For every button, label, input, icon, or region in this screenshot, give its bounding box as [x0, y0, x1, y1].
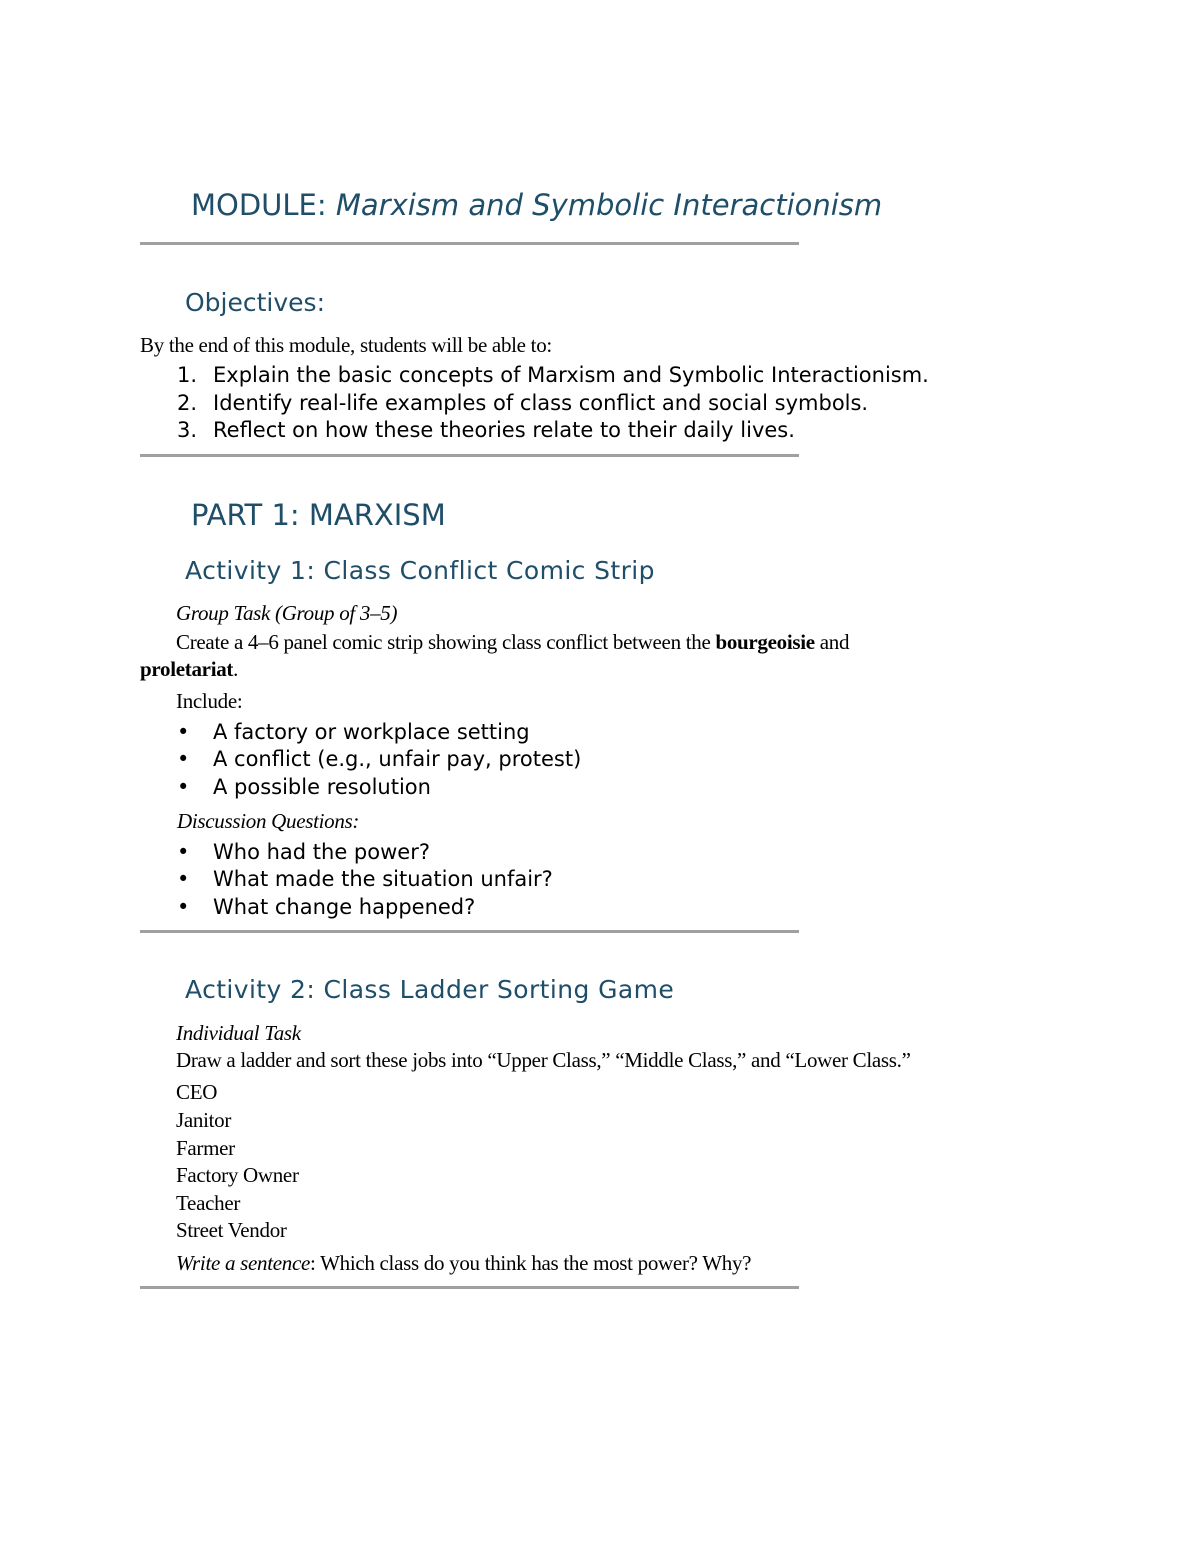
divider	[140, 242, 799, 245]
include-item	[177, 749, 581, 770]
bullet-icon: •	[177, 720, 190, 744]
activity1-instructions-cont	[140, 659, 238, 680]
include-item	[177, 722, 530, 743]
bullet-icon: •	[177, 840, 190, 864]
objective-item	[177, 393, 868, 414]
job-item: Janitor	[176, 1108, 232, 1132]
item-number: 3.	[177, 418, 198, 442]
question-item	[177, 869, 553, 890]
job-item: Farmer	[176, 1136, 235, 1160]
divider	[140, 1286, 799, 1289]
part1-heading: PART 1: MARXISM	[191, 498, 446, 532]
activity1-heading: Activity 1: Class Conflict Comic Strip	[185, 556, 655, 585]
item-text: A factory or workplace setting	[213, 720, 530, 744]
title-prefix: MODULE:	[191, 188, 336, 222]
objective-item	[177, 365, 929, 386]
include-label: Include:	[176, 689, 243, 713]
instr-text: and	[814, 630, 850, 654]
item-number: 1.	[177, 363, 198, 387]
item-text: What change happened?	[213, 895, 476, 919]
item-text: A possible resolution	[213, 775, 431, 799]
divider	[140, 454, 799, 457]
bullet-icon: •	[177, 747, 190, 771]
activity2-heading: Activity 2: Class Ladder Sorting Game	[185, 975, 675, 1004]
instr-text: Create a 4–6 panel comic strip showing class conflict between the	[176, 630, 716, 654]
job-item: Teacher	[176, 1191, 241, 1215]
item-text: A conflict (e.g., unfair pay, protest)	[213, 747, 582, 771]
item-text: Identify real-life examples of class conflict and social symbols.	[213, 391, 869, 415]
bullet-icon: •	[177, 867, 190, 891]
prompt-text: : Which class do you think has the most power? Why?	[310, 1251, 752, 1275]
objectives-intro: By the end of this module, students will be able to:	[140, 333, 552, 357]
activity2-task: Individual Task	[176, 1021, 301, 1045]
bourgeoisie-term: bourgeoisie	[715, 630, 815, 654]
activity2-instructions: Draw a ladder and sort these jobs into “Upper Class,” “Middle Class,” and “Lower Class.”	[176, 1048, 911, 1072]
bullet-icon: •	[177, 895, 190, 919]
prompt-label: Write a sentence	[176, 1251, 310, 1275]
job-item: CEO	[176, 1080, 218, 1104]
item-text: What made the situation unfair?	[213, 867, 553, 891]
job-item: Street Vendor	[176, 1218, 287, 1242]
divider	[140, 930, 799, 933]
discussion-label: Discussion Questions:	[177, 809, 360, 833]
instr-text: .	[233, 657, 239, 681]
question-item	[177, 897, 475, 918]
item-text: Explain the basic concepts of Marxism and Symbolic Interactionism.	[213, 363, 929, 387]
include-item	[177, 777, 431, 798]
bullet-icon: •	[177, 775, 190, 799]
question-item	[177, 842, 430, 863]
activity1-task: Group Task (Group of 3–5)	[176, 601, 398, 625]
writing-prompt	[176, 1253, 751, 1274]
item-text: Who had the power?	[213, 840, 430, 864]
item-text: Reflect on how these theories relate to their daily lives.	[213, 418, 795, 442]
activity1-instructions	[176, 632, 849, 653]
item-number: 2.	[177, 391, 198, 415]
title-topic: Marxism and Symbolic Interactionism	[335, 188, 883, 222]
objective-item	[177, 420, 795, 441]
job-item: Factory Owner	[176, 1163, 299, 1187]
proletariat-term: proletariat	[140, 657, 234, 681]
module-title	[191, 188, 883, 222]
objectives-heading: Objectives:	[185, 288, 325, 317]
